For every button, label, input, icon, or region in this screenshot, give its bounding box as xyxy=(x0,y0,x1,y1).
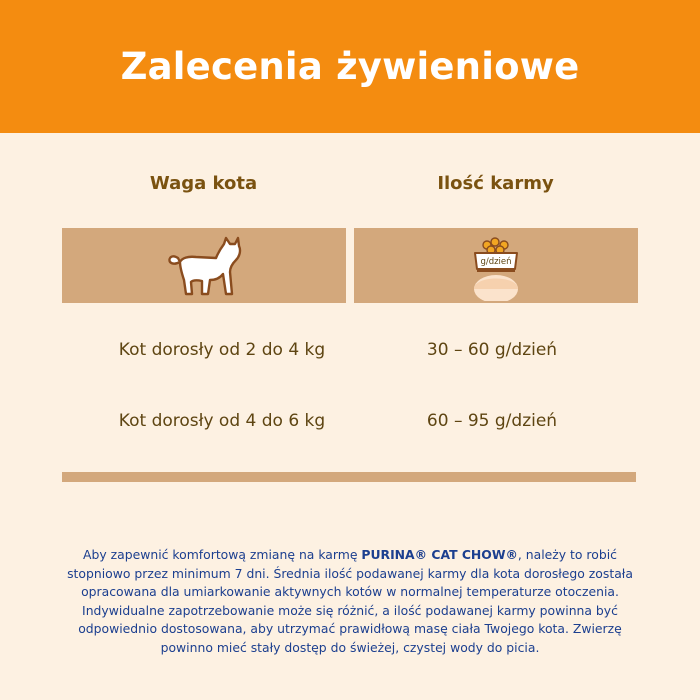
food-bowl-icon xyxy=(461,231,531,301)
cat-icon xyxy=(164,234,244,298)
page-title: Zalecenia żywieniowe xyxy=(120,45,580,88)
row-1-amount: 30 – 60 g/dzień xyxy=(426,340,558,360)
bowl-unit-label: g/dzień xyxy=(480,256,512,267)
row-1-weight: Kot dorosły od 2 do 4 kg xyxy=(118,340,326,360)
table-bottom-divider xyxy=(62,472,636,482)
column-header-amount: Ilość karmy xyxy=(437,173,554,194)
weight-icon-band xyxy=(62,228,346,303)
feeding-note xyxy=(60,546,640,658)
note-text-before: Aby zapewnić komfortową zmianę na karmę xyxy=(83,547,362,562)
row-2-weight: Kot dorosły od 4 do 6 kg xyxy=(118,411,326,431)
row-2-amount: 60 – 95 g/dzień xyxy=(426,411,558,431)
header-banner xyxy=(0,0,700,133)
column-header-weight: Waga kota xyxy=(149,173,258,194)
note-brand: PURINA® CAT CHOW® xyxy=(361,547,518,562)
amount-icon-band xyxy=(354,228,638,303)
note-text-after: , należy to robić stopniowo przez minimum 7 dni. Średnia ilość podawanej karmy dla kota dorosłego została opracowana dla umiarkowanie aktywnych kotów w normalnej temperaturze otoczenia. Indywidualne zapotrzebowanie może się różnić, a ilość podawanej karmy powinna być odpowiednio dostosowana, aby utrzymać prawidłową masę ciała Twojego kota. Zwierzę powinno mieć stały dostęp do świeżej, czystej wody do picia. xyxy=(67,547,633,656)
